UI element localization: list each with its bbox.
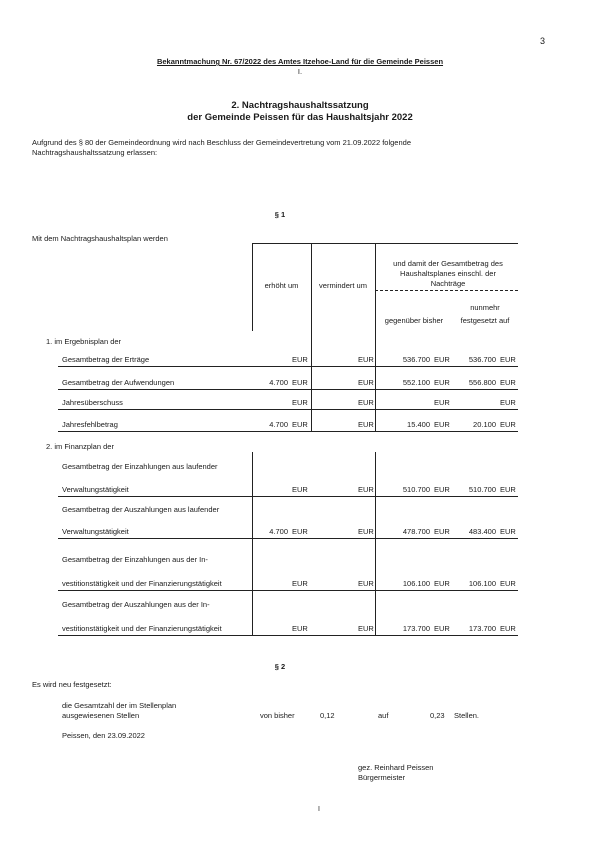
- ergebnis-row-bisher: 536.700: [402, 355, 430, 364]
- finanz-row-label-2: vestitionstätigkeit und der Finanzierungstätigkeit: [62, 624, 222, 633]
- signature-role: Bürgermeister: [358, 773, 406, 782]
- group-1-label: 1. im Ergebnisplan der: [46, 337, 122, 346]
- finanz-row-eur-2: EUR: [358, 624, 374, 633]
- finanz-row-label-2: Verwaltungstätigkeit: [62, 527, 129, 536]
- place-date: Peissen, den 23.09.2022: [62, 731, 145, 740]
- ergebnis-row-label: Gesamtbetrag der Erträge: [62, 355, 150, 364]
- finanz-row-label-2: vestitionstätigkeit und der Finanzierungstätigkeit: [62, 579, 222, 588]
- stellen-von-bisher: von bisher: [260, 711, 295, 720]
- page-number: 3: [540, 36, 546, 46]
- ergebnis-row-eur-2: EUR: [358, 398, 374, 407]
- ergebnis-row-label: Jahresfehlbetrag: [62, 420, 118, 429]
- stellen-old-value: 0,12: [320, 711, 335, 720]
- finanz-row-bisher: 173.700: [402, 624, 430, 633]
- header-gesamt-2: Haushaltsplanes einschl. der: [400, 269, 496, 278]
- finanz-row-label-1: Gesamtbetrag der Einzahlungen aus laufender: [62, 462, 218, 471]
- finanz-row-eur-3: EUR: [434, 527, 450, 536]
- ergebnis-row-eur-3: EUR: [434, 355, 450, 364]
- ergebnis-row-eur-1: EUR: [292, 378, 308, 387]
- finanz-row-nunmehr: 510.700: [468, 485, 496, 494]
- intro-line-1: Aufgrund des § 80 der Gemeindeordnung wird nach Beschluss der Gemeindevertretung vom 21.09.2022 folgende: [32, 138, 411, 147]
- ergebnis-col-divider: [375, 331, 376, 431]
- finanz-row-label-1: Gesamtbetrag der Auszahlungen aus laufender: [62, 505, 220, 514]
- ergebnis-row-eur-3: EUR: [434, 420, 450, 429]
- ergebnis-row-eur-4: EUR: [500, 378, 516, 387]
- section-2-heading: § 2: [274, 662, 286, 671]
- ergebnis-row-bisher: 15.400: [407, 420, 430, 429]
- ergebnis-row-eur-2: EUR: [358, 378, 374, 387]
- stellen-line-2: ausgewiesenen Stellen: [62, 711, 140, 720]
- finanz-row-rule: [58, 496, 518, 497]
- signature-name: gez. Reinhard Peissen: [358, 763, 434, 772]
- finanz-row-nunmehr: 106.100: [468, 579, 496, 588]
- finanz-row-eur-1: EUR: [292, 624, 308, 633]
- finanz-row-eur-1: EUR: [292, 485, 308, 494]
- ergebnis-row-eur-2: EUR: [358, 420, 374, 429]
- header-sub-rule: [375, 290, 518, 291]
- ergebnis-row-label: Jahresüberschuss: [62, 398, 123, 407]
- ergebnis-col-divider: [311, 331, 312, 431]
- finanz-row-bisher: 510.700: [402, 485, 430, 494]
- col-divider-3: [375, 243, 376, 331]
- finanz-row-eur-2: EUR: [358, 527, 374, 536]
- finanz-row-eur-4: EUR: [500, 624, 516, 633]
- header-gesamt-1: und damit der Gesamtbetrag des: [393, 259, 503, 268]
- ergebnis-row-nunmehr: 556.800: [468, 378, 496, 387]
- ergebnis-row-rule: [58, 366, 518, 367]
- stellen-unit: Stellen.: [454, 711, 480, 720]
- header-gesamt-3: Nachträge: [430, 279, 466, 288]
- table-intro: Mit dem Nachtragshaushaltsplan werden: [32, 234, 168, 243]
- finanz-row-eur-3: EUR: [434, 485, 450, 494]
- intro-line-2: Nachtragshaushaltssatzung erlassen:: [32, 148, 158, 157]
- ergebnis-row-rule: [58, 389, 518, 390]
- announcement-line: Bekanntmachung Nr. 67/2022 des Amtes Itzehoe-Land für die Gemeinde Peissen: [156, 57, 444, 66]
- finanz-row-eur-3: EUR: [434, 579, 450, 588]
- header-nunmehr-2: festgesetzt auf: [460, 316, 510, 325]
- finanz-row-nunmehr: 173.700: [468, 624, 496, 633]
- roman-numeral: I.: [297, 67, 303, 76]
- ergebnis-row-eur-3: EUR: [434, 378, 450, 387]
- finanz-row-rule: [58, 635, 518, 636]
- header-gegenueber: gegenüber bisher: [384, 316, 444, 325]
- finanz-row-nunmehr: 483.400: [468, 527, 496, 536]
- finanz-row-label-1: Gesamtbetrag der Auszahlungen aus der In-: [62, 600, 210, 609]
- header-vermindert: vermindert um: [319, 281, 367, 290]
- ergebnis-row-eur-1: EUR: [292, 398, 308, 407]
- stellen-new-value: 0,23: [430, 711, 445, 720]
- title-line-1: 2. Nachtragshaushaltssatzung: [231, 100, 369, 111]
- finanz-row-eur-4: EUR: [500, 579, 516, 588]
- finanz-col-divider: [375, 452, 376, 636]
- finanz-row-eur-1: EUR: [292, 579, 308, 588]
- finanz-row-bisher: 106.100: [402, 579, 430, 588]
- group-2-label: 2. im Finanzplan der: [46, 442, 114, 451]
- finanz-row-label-2: Verwaltungstätigkeit: [62, 485, 129, 494]
- finanz-row-eur-2: EUR: [358, 579, 374, 588]
- header-erhoeht: erhöht um: [264, 281, 299, 290]
- stellen-line-1: die Gesamtzahl der im Stellenplan: [62, 701, 177, 710]
- footer-mark: I: [318, 806, 320, 813]
- stellen-auf: auf: [378, 711, 389, 720]
- finanz-row-eur-3: EUR: [434, 624, 450, 633]
- ergebnis-row-eur-2: EUR: [358, 355, 374, 364]
- finanz-col-divider: [252, 452, 253, 636]
- title-line-2: der Gemeinde Peissen für das Haushaltsjahr 2022: [187, 112, 413, 123]
- ergebnis-row-erhoeht: 4.700: [269, 420, 288, 429]
- ergebnis-row-erhoeht: 4.700: [269, 378, 288, 387]
- header-top-rule: [252, 243, 518, 244]
- section-1-heading: § 1: [274, 210, 286, 219]
- ergebnis-row-eur-3: EUR: [434, 398, 450, 407]
- ergebnis-row-eur-4: EUR: [500, 398, 516, 407]
- ergebnis-row-bisher: 552.100: [402, 378, 430, 387]
- finanz-row-rule: [58, 590, 518, 591]
- finanz-row-label-1: Gesamtbetrag der Einzahlungen aus der In-: [62, 555, 208, 564]
- ergebnis-row-label: Gesamtbetrag der Aufwendungen: [62, 378, 175, 387]
- finanz-row-eur-4: EUR: [500, 527, 516, 536]
- header-nunmehr-1: nunmehr: [470, 303, 500, 312]
- finanz-row-eur-4: EUR: [500, 485, 516, 494]
- ergebnis-row-rule: [58, 431, 518, 432]
- ergebnis-row-nunmehr: 20.100: [473, 420, 496, 429]
- finanz-row-erhoeht: 4.700: [269, 527, 288, 536]
- ergebnis-row-eur-4: EUR: [500, 420, 516, 429]
- finanz-row-bisher: 478.700: [402, 527, 430, 536]
- ergebnis-row-rule: [58, 409, 518, 410]
- finanz-row-eur-1: EUR: [292, 527, 308, 536]
- ergebnis-row-eur-1: EUR: [292, 420, 308, 429]
- finanz-row-rule: [58, 538, 518, 539]
- ergebnis-row-nunmehr: 536.700: [468, 355, 496, 364]
- section-2-intro: Es wird neu festgesetzt:: [32, 680, 112, 689]
- ergebnis-row-eur-4: EUR: [500, 355, 516, 364]
- ergebnis-row-eur-1: EUR: [292, 355, 308, 364]
- finanz-row-eur-2: EUR: [358, 485, 374, 494]
